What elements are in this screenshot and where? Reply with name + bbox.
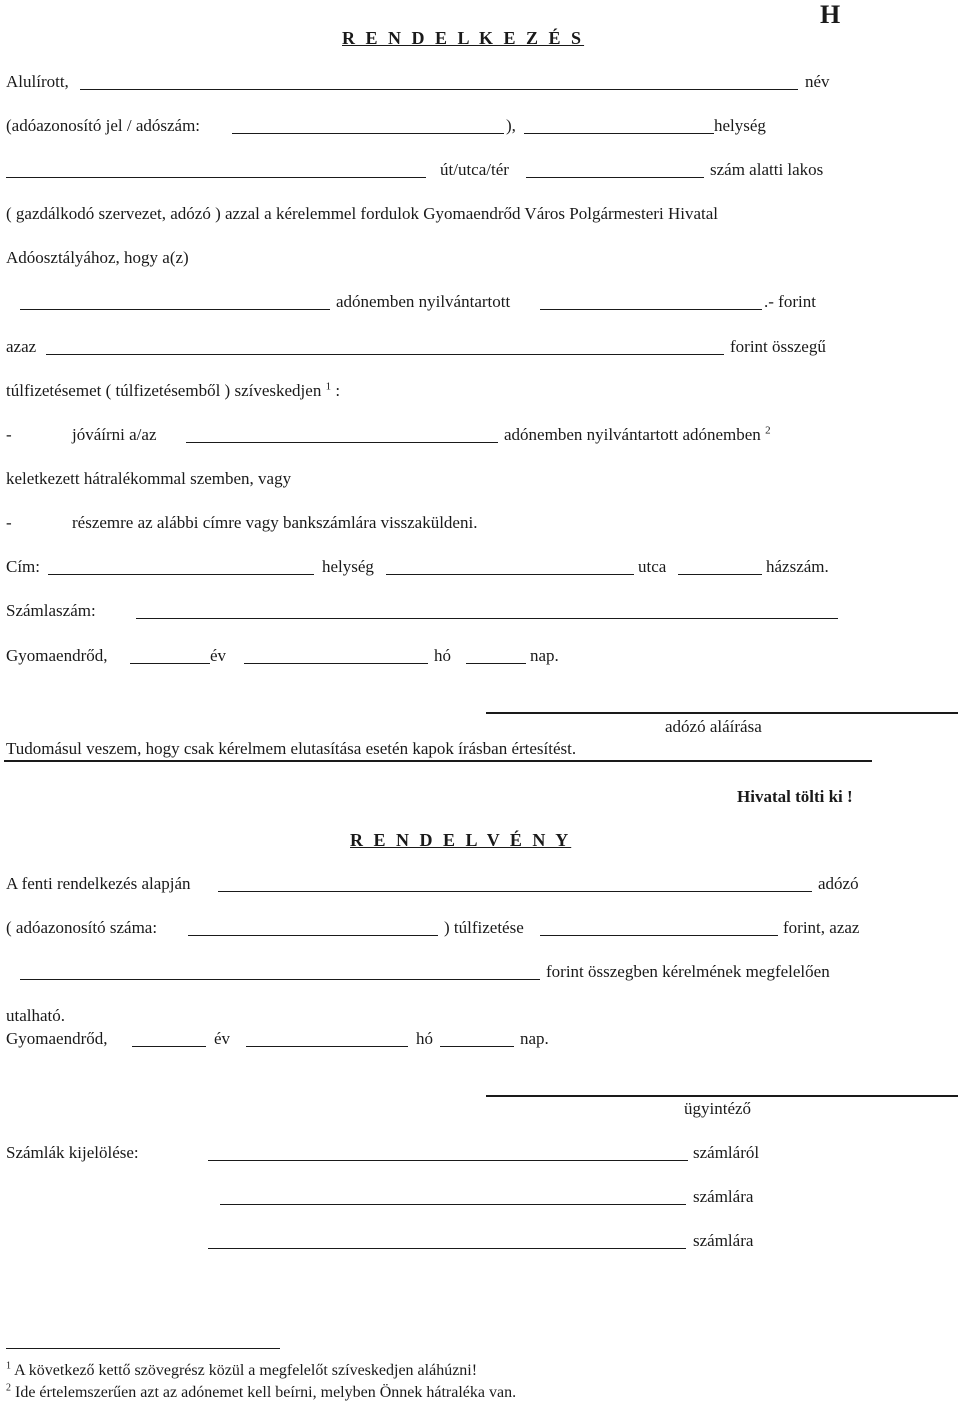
label-helyseg-2: helység bbox=[322, 557, 374, 576]
label-szamlarol: számláról bbox=[693, 1143, 760, 1162]
form-code-letter: H bbox=[820, 0, 841, 29]
target-account-field-2[interactable] bbox=[208, 1248, 686, 1249]
label-ho-2: hó bbox=[416, 1029, 433, 1048]
label-adozo: adózó bbox=[818, 874, 859, 893]
order-amount-words-field[interactable] bbox=[20, 979, 540, 980]
request-text: ( gazdálkodó szervezet, adózó ) azzal a kérelemmel fordulok Gyomaendrőd Város Polgármesteri Hivatal bbox=[6, 204, 718, 223]
day-field[interactable] bbox=[466, 663, 526, 664]
footnote-1: $^1$ A következő kettő szövegrész közül a megfelelőt szíveskedjen aláhúzni! bbox=[6, 1360, 478, 1379]
label-paren: ), bbox=[506, 116, 516, 135]
footnote-separator bbox=[6, 1348, 280, 1349]
label-helyseg: helység bbox=[714, 116, 766, 135]
option-dash-2: - bbox=[6, 513, 12, 532]
street-field[interactable] bbox=[6, 177, 426, 178]
order-taxpayer-field[interactable] bbox=[218, 891, 812, 892]
house-number-field[interactable] bbox=[526, 177, 704, 178]
label-adozo-alairasa: adózó aláírása bbox=[665, 717, 762, 736]
label-ev: év bbox=[210, 646, 227, 665]
order-title: R E N D E L V É N Y bbox=[350, 830, 572, 850]
label-alulirott: Alulírott, bbox=[6, 72, 69, 91]
order-month-field[interactable] bbox=[246, 1046, 408, 1047]
label-nap: nap. bbox=[530, 646, 559, 665]
section-divider bbox=[4, 760, 872, 762]
label-gyomaendrod: Gyomaendrőd, bbox=[6, 646, 108, 665]
footnote-ref-1: 1 bbox=[325, 380, 332, 393]
footnote-2: $^2$ Ide értelemszerűen azt az adónemet kell beírni, melyben Önnek hátraléka van. bbox=[6, 1382, 517, 1401]
address-house-number-field[interactable] bbox=[678, 574, 762, 575]
label-gyomaendrod-2: Gyomaendrőd, bbox=[6, 1029, 108, 1048]
amount-field[interactable] bbox=[540, 309, 762, 310]
overpayment-text: túlfizetésemet ( túlfizetésemből ) szíveskedjen $^1$ : bbox=[6, 380, 341, 400]
footnote-ref-2: 2 bbox=[765, 424, 771, 437]
option-dash-1: - bbox=[6, 425, 12, 444]
label-forint-azaz: forint, azaz bbox=[783, 918, 860, 937]
label-nev: név bbox=[805, 72, 830, 91]
label-tulfizetese: ) túlfizetése bbox=[444, 918, 524, 937]
address-street-field[interactable] bbox=[386, 574, 634, 575]
request-text-cont: Adóosztályához, hogy a(z) bbox=[6, 248, 189, 267]
order-day-field[interactable] bbox=[440, 1046, 514, 1047]
name-field[interactable] bbox=[80, 89, 798, 90]
label-forint-osszegben: forint összegben kérelmének megfelelően bbox=[546, 962, 830, 981]
year-field[interactable] bbox=[130, 663, 210, 664]
taxpayer-signature-line[interactable] bbox=[486, 712, 958, 714]
order-year-field[interactable] bbox=[132, 1046, 206, 1047]
label-szam-alatti-lakos: szám alatti lakos bbox=[710, 160, 824, 179]
label-ugyintezo: ügyintéző bbox=[684, 1099, 752, 1118]
label-szamlak-kijelolese: Számlák kijelölése: bbox=[6, 1143, 139, 1162]
label-adoazonosito-szama: ( adóazonosító száma: bbox=[6, 918, 158, 937]
label-ev-2: év bbox=[214, 1029, 231, 1048]
label-szamlara-2: számlára bbox=[693, 1231, 754, 1250]
label-utca: utca bbox=[638, 557, 667, 576]
acknowledgement-text: Tudomásul veszem, hogy csak kérelmem elutasítása esetén kapok írásban értesítést. bbox=[6, 739, 577, 758]
tax-type-field[interactable] bbox=[20, 309, 330, 310]
form-title: R E N D E L K E Z É S bbox=[342, 28, 585, 48]
city-field[interactable] bbox=[524, 133, 714, 134]
month-field[interactable] bbox=[244, 663, 428, 664]
source-account-field[interactable] bbox=[208, 1160, 688, 1161]
option-credit-text: jóváírni a/az bbox=[72, 425, 157, 444]
label-afenti: A fenti rendelkezés alapján bbox=[6, 874, 191, 893]
label-szamlaszam: Számlaszám: bbox=[6, 601, 96, 620]
address-city-field[interactable] bbox=[48, 574, 314, 575]
label-hazszam: házszám. bbox=[766, 557, 829, 576]
label-ututcater: út/utca/tér bbox=[440, 160, 509, 179]
option-credit-text-cont: keletkezett hátralékommal szemben, vagy bbox=[6, 469, 292, 488]
label-adoazonosito: (adóazonosító jel / adószám: bbox=[6, 116, 201, 135]
tax-id-field[interactable] bbox=[232, 133, 504, 134]
label-szamlara-1: számlára bbox=[693, 1187, 754, 1206]
amount-in-words-field[interactable] bbox=[46, 354, 724, 355]
label-cim: Cím: bbox=[6, 557, 41, 576]
option-refund-text: részemre az alábbi címre vagy bankszámlára visszaküldeni. bbox=[72, 513, 478, 532]
bank-account-field[interactable] bbox=[136, 618, 838, 619]
label-adonemben-nyilvantartott: adónemben nyilvántartott bbox=[336, 292, 511, 311]
order-tax-id-field[interactable] bbox=[188, 935, 438, 936]
order-amount-field[interactable] bbox=[540, 935, 778, 936]
label-forint: .- forint bbox=[764, 292, 816, 311]
label-adonemben-nyilvantartott-2: adónemben nyilvántartott adónemben $^2$ bbox=[504, 424, 771, 444]
office-fills-label: Hivatal tölti ki ! bbox=[737, 787, 853, 806]
target-account-field-1[interactable] bbox=[220, 1204, 686, 1205]
credit-tax-type-field[interactable] bbox=[186, 442, 498, 443]
label-ho: hó bbox=[434, 646, 451, 665]
clerk-signature-line[interactable] bbox=[486, 1095, 958, 1097]
label-nap-2: nap. bbox=[520, 1029, 549, 1048]
label-utalhato: utalható. bbox=[6, 1006, 66, 1025]
label-azaz: azaz bbox=[6, 337, 37, 356]
label-forint-osszegu: forint összegű bbox=[730, 337, 826, 356]
